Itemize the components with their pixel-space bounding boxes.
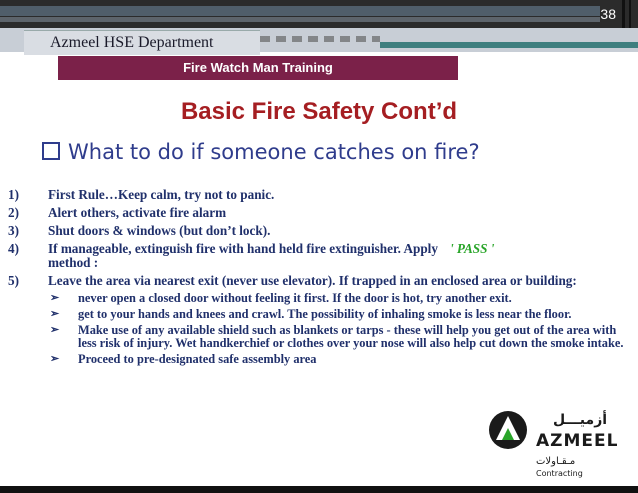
bottom-bar — [0, 486, 638, 493]
subtitle-text: What to do if someone catches on fire? — [68, 140, 480, 164]
logo-sub: Contracting — [536, 469, 583, 478]
department-label: Azmeel HSE Department — [24, 30, 260, 55]
checkbox-bullet-icon — [42, 142, 60, 160]
logo-arabic-name: أزميـــل — [552, 412, 608, 428]
item-number: 3) — [8, 223, 19, 238]
arrow-bullet-icon: ➢ — [50, 324, 60, 336]
sub-item-text: Proceed to pre-designated safe assembly area — [78, 352, 317, 366]
item-number: 5) — [8, 273, 19, 288]
item-text: Shut doors & windows (but don’t lock). — [48, 223, 271, 238]
sub-item — [50, 292, 624, 305]
sub-item — [50, 324, 624, 350]
azmeel-logo — [488, 408, 628, 482]
list-item — [8, 224, 624, 238]
item-text: Alert others, activate fire alarm — [48, 205, 227, 220]
item-number: 1) — [8, 187, 19, 202]
top-stripe-thin — [0, 17, 600, 22]
sub-item — [50, 308, 624, 321]
arrow-bullet-icon: ➢ — [50, 292, 60, 304]
list-item — [8, 206, 624, 220]
item-text-cont: method : — [48, 255, 99, 270]
header-dashes — [260, 36, 380, 42]
item-number: 2) — [8, 205, 19, 220]
slide-subtitle — [42, 140, 480, 164]
page-number: 38 — [600, 6, 616, 22]
item-text: Leave the area via nearest exit (never use elevator). If trapped in an enclosed area or building: — [48, 273, 577, 288]
item-number: 4) — [8, 241, 19, 256]
item-text-main: If manageable, extinguish fire with hand held fire extinguisher. Apply — [48, 241, 438, 256]
sub-item-text: Make use of any available shield such as blankets or tarps - these will help you get out of the area with less risk of injury. Wet handkerchief or clothes over your nose will also help cut down the smoke intake. — [78, 323, 624, 350]
logo-name: AZMEEL — [536, 431, 619, 451]
item-text — [48, 242, 624, 270]
sub-item-text: get to your hands and knees and crawl. The possibility of inhaling smoke is less near the floor. — [78, 307, 572, 321]
item-text: First Rule…Keep calm, try not to panic. — [48, 187, 275, 202]
list-item — [8, 274, 624, 288]
top-stripe — [0, 6, 600, 16]
slide-title: Basic Fire Safety Cont’d — [180, 98, 458, 125]
sub-item-text: never open a closed door without feeling it first. If the door is hot, try another exit. — [78, 291, 512, 305]
list-item — [8, 188, 624, 202]
sub-item — [50, 353, 624, 366]
logo-arabic-sub: مـقـاولات — [536, 456, 576, 467]
list-item — [8, 242, 624, 270]
header-teal-line — [380, 42, 638, 48]
training-banner: Fire Watch Man Training — [58, 56, 458, 80]
arrow-bullet-icon: ➢ — [50, 353, 60, 365]
arrow-bullet-icon: ➢ — [50, 308, 60, 320]
top-bar — [0, 0, 638, 28]
pass-acronym: ' PASS ' — [449, 241, 495, 256]
steps-list — [8, 188, 624, 369]
